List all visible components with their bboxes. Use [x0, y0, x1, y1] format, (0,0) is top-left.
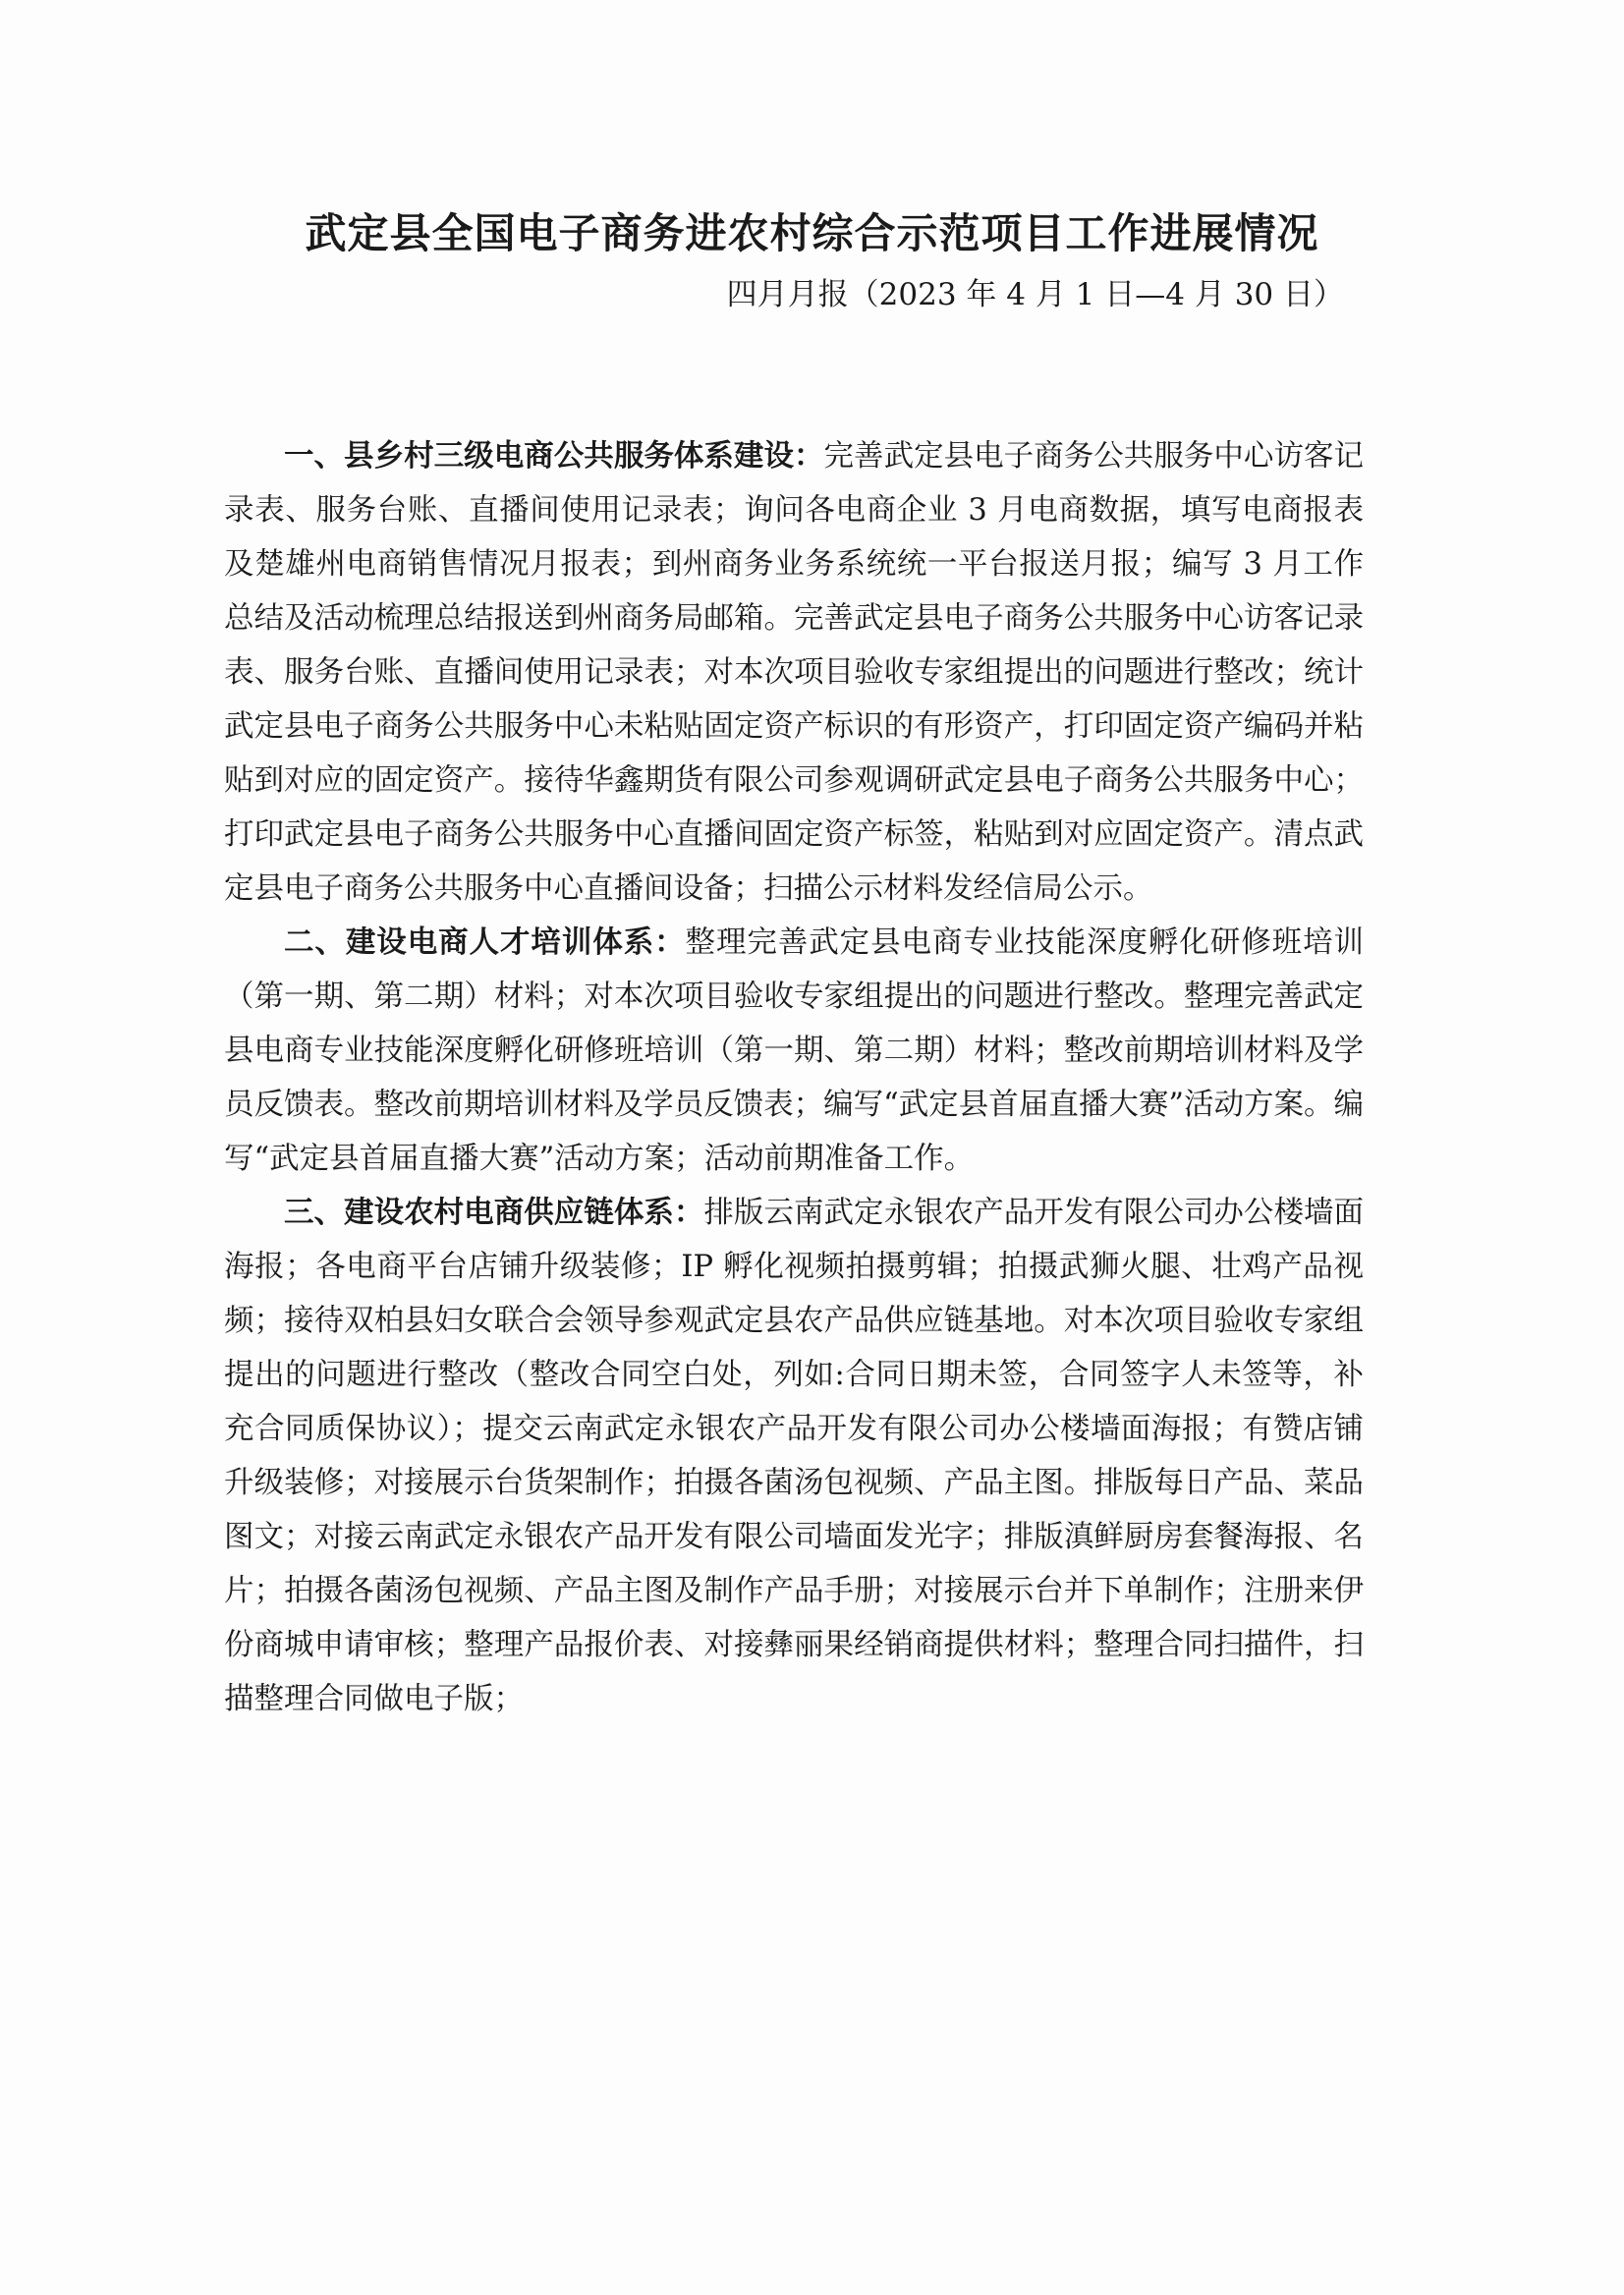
- section-2-heading: 二、建设电商人才培训体系：: [284, 924, 686, 960]
- document-title: 武定县全国电子商务进农村综合示范项目工作进展情况: [305, 209, 1319, 257]
- section-3-text: 排版云南武定永银农产品开发有限公司办公楼墙面海报；各电商平台店铺升级装修；IP 孵化视频拍摄剪辑；拍摄武狮火腿、壮鸡产品视频；接待双柏县妇女联合会领导参观武定县农产品供应链基地。对本次项目验收专家组提出的问题进行整改（整改合同空白处，列如:合同日期未签，合同签字人未签等，补充合同质保协议）；提交云南武定永银农产品开发有限公司办公楼墙面海报；有赞店铺升级装修；对接展示台货架制作；拍摄各菌汤包视频、产品主图。排版每日产品、菜品图文；对接云南武定永银农产品开发有限公司墙面发光字；排版滇鲜厨房套餐海报、名片；拍摄各菌汤包视频、产品主图及制作产品手册；对接展示台并下单制作；注册来伊份商城申请审核；整理产品报价表、对接彝丽果经销商提供材料；整理合同扫描件，扫描整理合同做电子版；: [224, 1196, 1365, 1716]
- section-1-text: 完善武定县电子商务公共服务中心访客记录表、服务台账、直播间使用记录表；询问各电商企业 3 月电商数据，填写电商报表及楚雄州电商销售情况月报表；到州商务业务系统统一平台报送月报；编写 3 月工作总结及活动梳理总结报送到州商务局邮箱。完善武定县电子商务公共服务中心访客记录表、服务台账、直播间使用记录表；对本次项目验收专家组提出的问题进行整改；统计武定县电子商务公共服务中心未粘贴固定资产标识的有形资产，打印固定资产编码并粘贴到对应的固定资产。接待华鑫期货有限公司参观调研武定县电子商务公共服务中心；打印武定县电子商务公共服务中心直播间固定资产标签，粘贴到对应固定资产。清点武定县电子商务公共服务中心直播间设备；扫描公示材料发经信局公示。: [224, 439, 1365, 906]
- section-3-heading: 三、建设农村电商供应链体系：: [284, 1195, 704, 1230]
- report-period: 四月月报（2023 年 4 月 1 日—4 月 30 日）: [726, 277, 1344, 312]
- section-2-text: 整理完善武定县电商专业技能深度孵化研修班培训（第一期、第二期）材料；对本次项目验收专家组提出的问题进行整改。整理完善武定县电商专业技能深度孵化研修班培训（第一期、第二期）材料；整改前期培训材料及学员反馈表。整改前期培训材料及学员反馈表；编写“武定县首届直播大赛”活动方案。编写“武定县首届直播大赛”活动方案；活动前期准备工作。: [224, 925, 1365, 1176]
- section-1-heading: 一、县乡村三级电商公共服务体系建设：: [284, 438, 824, 474]
- document-body: [224, 429, 1364, 1726]
- section-3-paragraph: [224, 1186, 1364, 1726]
- section-2-paragraph: [224, 916, 1364, 1186]
- section-1-paragraph: [224, 429, 1364, 916]
